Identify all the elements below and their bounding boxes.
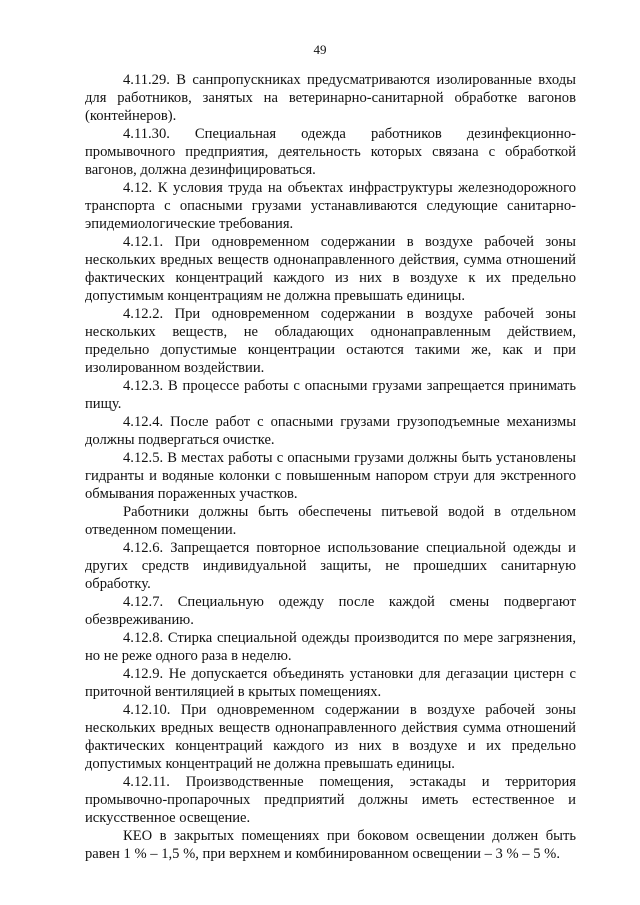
paragraph: 4.12.4. После работ с опасными грузами грузоподъемные механизмы должны подвергаться очистке. — [85, 414, 576, 448]
paragraph: 4.12.2. При одновременном содержании в воздухе рабочей зоны нескольких веществ, не обладающих однонаправленным действием, предельно допустимые концентрации остаются такими же, как и при изолированном воздействии. — [85, 306, 576, 376]
paragraph: 4.12.6. Запрещается повторное использование специальной одежды и других средств индивидуальной защиты, не прошедших санитарную обработку. — [85, 540, 576, 592]
paragraph: Работники должны быть обеспечены питьевой водой в отдельном отведенном помещении. — [85, 504, 576, 538]
paragraph: 4.12.5. В местах работы с опасными грузами должны быть установлены гидранты и водяные колонки с повышенным напором струи для экстренного обмывания пораженных участков. — [85, 450, 576, 502]
paragraph: 4.12.3. В процессе работы с опасными грузами запрещается принимать пищу. — [85, 378, 576, 412]
paragraph: 4.12.7. Специальную одежду после каждой смены подвергают обезвреживанию. — [85, 594, 576, 628]
page-number: 49 — [313, 42, 327, 57]
paragraph: 4.11.29. В санпропускниках предусматриваются изолированные входы для работников, занятых на ветеринарно-санитарной обработке вагонов (контейнеров). — [85, 72, 576, 124]
document-body — [85, 71, 576, 863]
paragraph: 4.12. К условия труда на объектах инфраструктуры железнодорожного транспорта с опасными грузами устанавливаются следующие санитарно-эпидемиологические требования. — [85, 180, 576, 232]
paragraph: 4.11.30. Специальная одежда работников дезинфекционно-промывочного предприятия, деятельность которых связана с обработкой вагонов, должна дезинфицироваться. — [85, 126, 576, 178]
paragraph: КЕО в закрытых помещениях при боковом освещении должен быть равен 1 % – 1,5 %, при верхнем и комбинированном освещении – 3 % – 5 %. — [85, 828, 576, 862]
paragraph: 4.12.10. При одновременном содержании в воздухе рабочей зоны нескольких вредных веществ однонаправленного действия сумма отношений фактических концентраций каждого из них в воздухе и их предельно допустимых концентраций не должна превышать единицы. — [85, 702, 576, 772]
paragraph: 4.12.9. Не допускается объединять установки для дегазации цистерн с приточной вентиляцией в крытых помещениях. — [85, 666, 576, 700]
paragraph: 4.12.1. При одновременном содержании в воздухе рабочей зоны нескольких вредных веществ однонаправленного действия, сумма отношений фактических концентраций каждого из них в воздухе к их предельно допустимым концентрациям не должна превышать единицы. — [85, 234, 576, 304]
paragraph: 4.12.8. Стирка специальной одежды производится по мере загрязнения, но не реже одного раза в неделю. — [85, 630, 576, 664]
paragraph: 4.12.11. Производственные помещения, эстакады и территория промывочно-пропарочных предприятий должны иметь естественное и искусственное освещение. — [85, 774, 576, 826]
